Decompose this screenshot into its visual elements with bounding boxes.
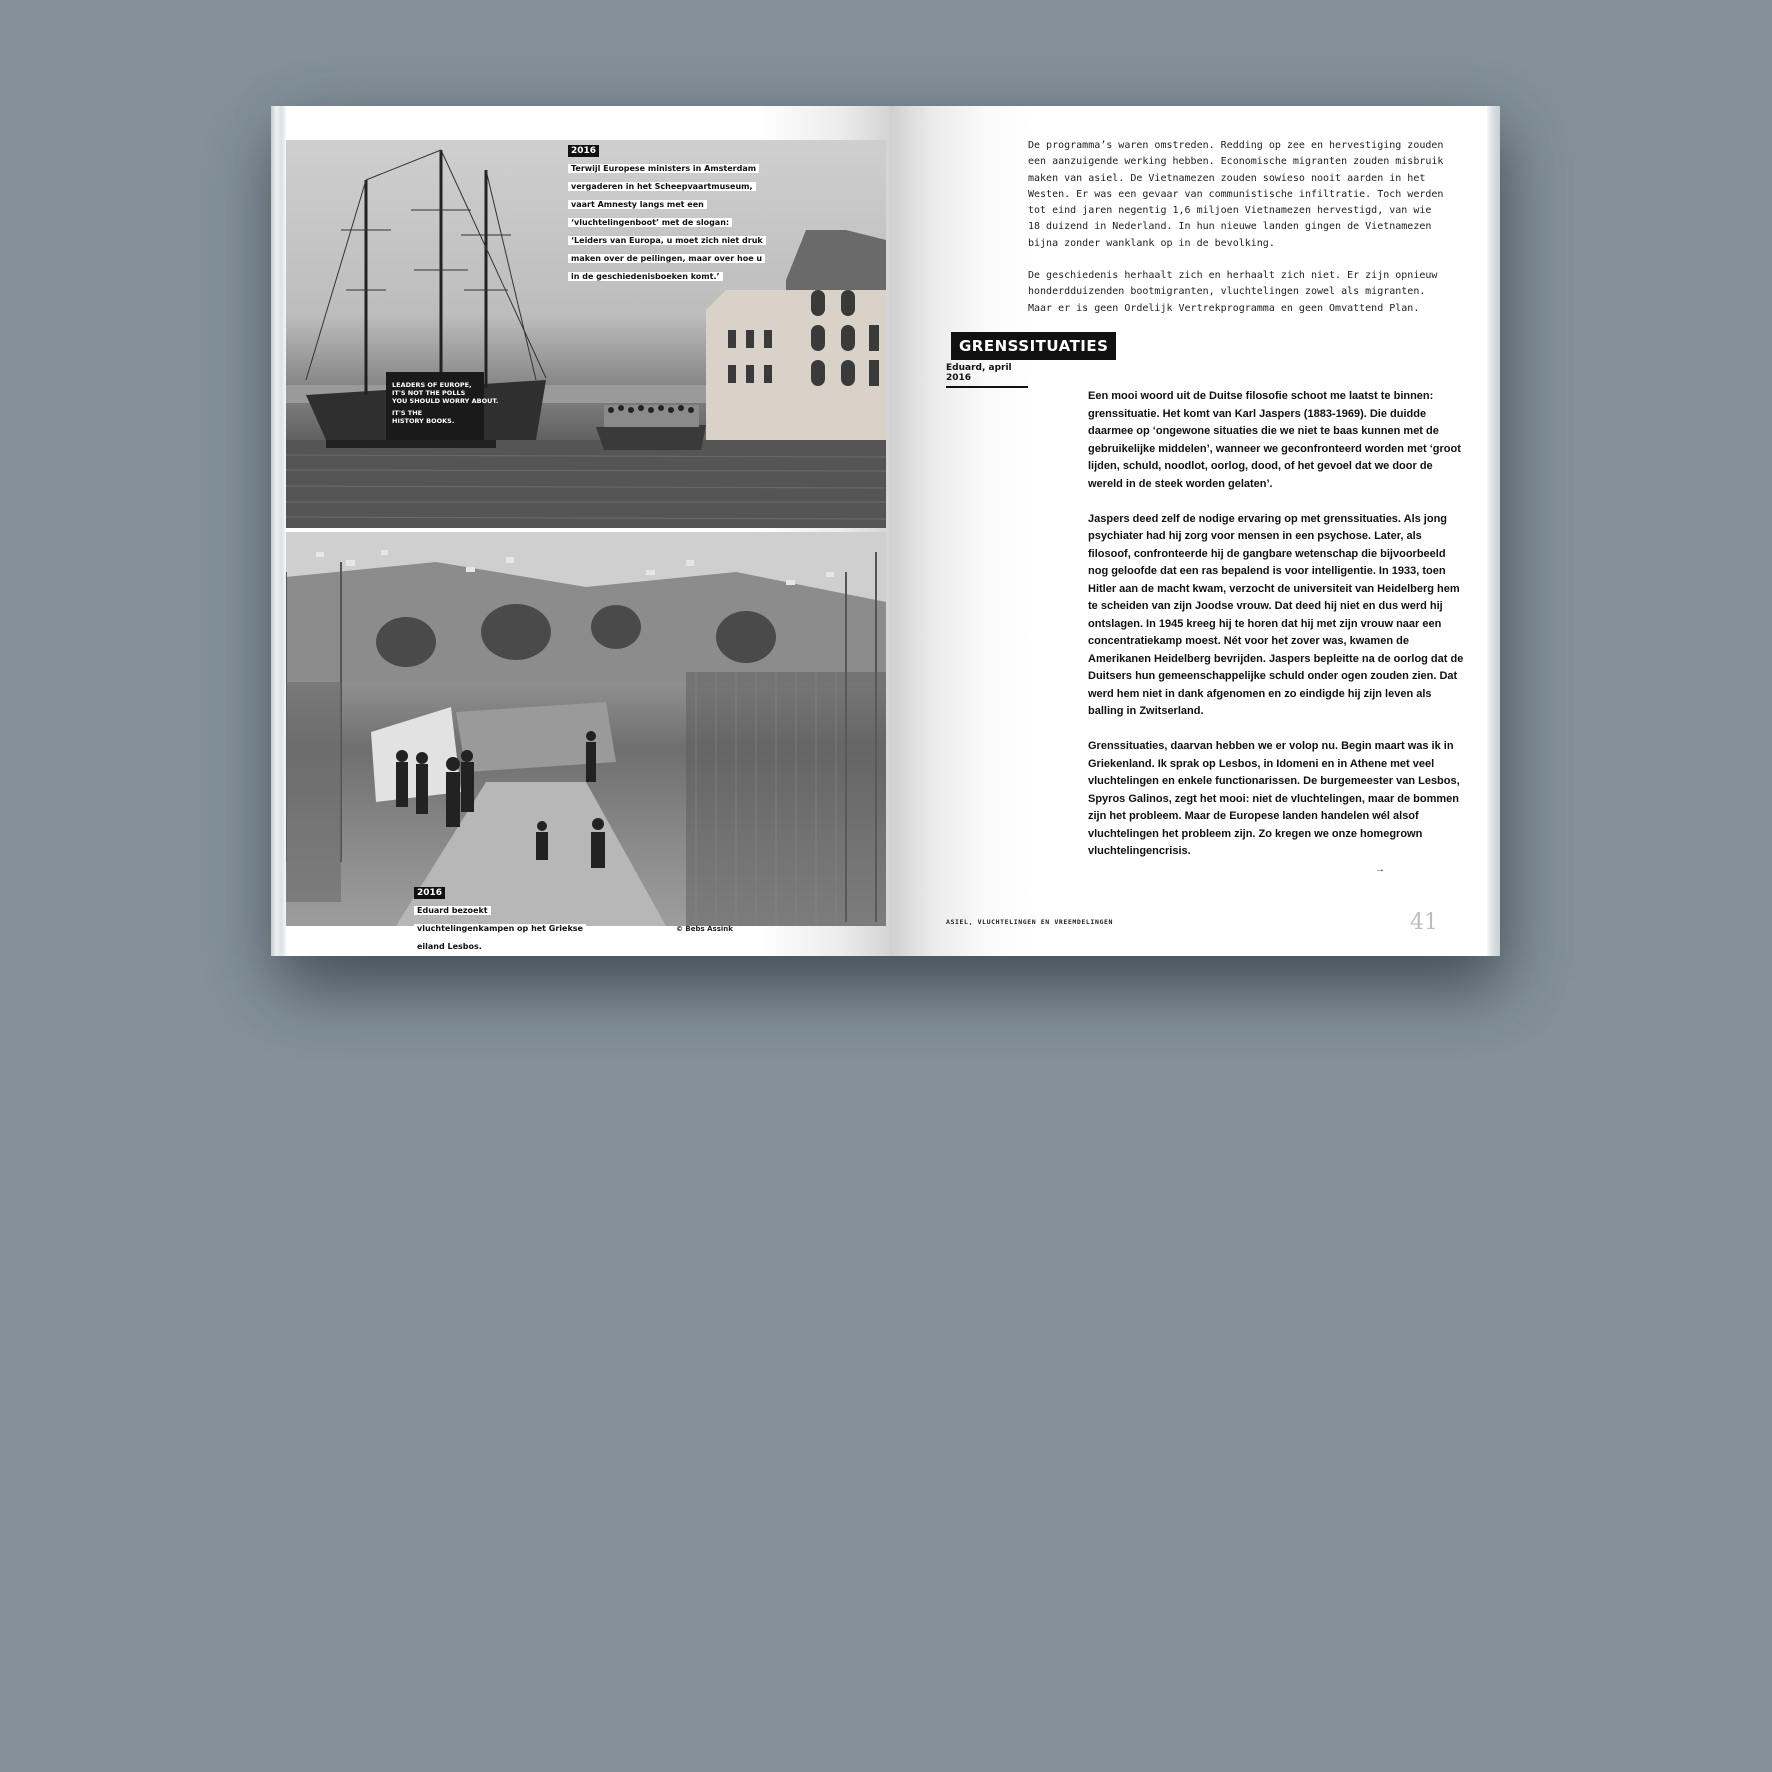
intro-paragraph: De geschiedenis herhaalt zich en herhaalt zich niet. Er zijn opnieuw honderdduizenden bootmigranten, vluchtelingen zowel als migranten. Maar er is geen Ordelijk Vertrekprogramma en geen Omvattend Plan. (1028, 270, 1438, 314)
camp-illustration (286, 532, 886, 926)
banner-line-1: LEADERS OF EUROPE, (392, 381, 472, 389)
body-paragraph: Grenssituaties, daarvan hebben we er volop nu. Begin maart was ik in Griekenland. Ik sprak op Lesbos, in Idomeni en in Athene met veel vluchtelingen en enkele functionarissen. De burgemeester van Lesbos, Spyros Galinos, zegt het mooi: niet de vluchtelingen, maar de bommen zijn het probleem. Maar de Europese landen handelen wél alsof vluchtelingen het probleem zijn. Zo kregen we onze homegrown vluchtelingencrisis. (1088, 740, 1460, 857)
book-spread (271, 106, 1500, 956)
byline: Eduard, april 2016 (946, 363, 1028, 388)
page-edge-right (1487, 106, 1500, 956)
body-paragraph: Jaspers deed zelf de nodige ervaring op met grenssituaties. Als jong psychiater had hij zorg voor mensen in een psychose. Later, als filosoof, confronteerde hij de gangbare wetenschap die bijvoorbeeld nog geloofde dat een ras bepalend is voor intelligentie. In 1933, toen Hitler aan de macht kwam, verzocht de universiteit van Heidelberg hem te scheiden van zijn Joodse vrouw. Dat deed hij niet en dus werd hij ontslagen. In 1945 kreeg hij te horen dat hij met zijn vrouw naar een concentratiekamp moest. Nét voor het zover was, kwamen de Amerikanen Heidelberg bevrijden. Jaspers bepleitte na de oorlog dat de Duitsers hun gemeenschappelijke schuld onder ogen zouden zien. Dat werd hem niet in dank afgenomen en zo eindigde hij zijn leven als balling in Zwitserland. (1088, 512, 1464, 717)
ship-caption-text: Terwijl Europese ministers in Amsterdam vergaderen in het Scheepvaartmuseum, vaart Amnesty langs met een ‘vluchtelingenboot’ met de slogan: ‘Leiders van Europa, u moet zich niet druk maken over de peilingen, maar over hoe u in de geschiedenisboeken komt.’ (568, 164, 766, 281)
banner-line-4: IT'S THE (392, 409, 423, 417)
ship-caption-year: 2016 (568, 145, 599, 157)
ship-photo-caption (568, 140, 768, 284)
section-heading: GRENSSITUATIES (951, 332, 1116, 360)
right-page (890, 106, 1487, 956)
intro-text (1028, 138, 1448, 333)
page-number: 41 (1410, 910, 1438, 935)
camp-caption-year: 2016 (414, 887, 445, 899)
left-page (286, 106, 890, 956)
photo-credit: © Bebs Assink (676, 925, 733, 933)
camp-photo (286, 532, 886, 926)
page-edge-left (271, 106, 286, 956)
banner-line-5: HISTORY BOOKS. (392, 417, 455, 425)
camp-photo-caption (414, 882, 584, 954)
intro-paragraph: De programma’s waren omstreden. Redding op zee en hervestiging zouden een aanzuigende werking hebben. Economische migranten zouden misbruik maken van asiel. De Vietnamezen zouden sowieso nooit aarden in het Westen. Er was een gevaar van communistische infiltratie. Toch werden tot eind jaren negentig 1,6 miljoen Vietnamezen hervestigd, van wie 18 duizend in Nederland. In hun nieuwe landen gingen de Vietnamezen bijna zonder wanklank op in de bevolking. (1028, 140, 1444, 249)
banner-line-3: YOU SHOULD WORRY ABOUT. (392, 397, 499, 405)
continue-arrow-icon: → (1375, 864, 1385, 875)
banner-line-2: IT'S NOT THE POLLS (392, 389, 466, 397)
running-head: ASIEL, VLUCHTELINGEN EN VREEMDELINGEN (946, 918, 1113, 926)
camp-caption-text: Eduard bezoekt vluchtelingenkampen op het Griekse eiland Lesbos. (414, 906, 586, 951)
article-body (1088, 388, 1466, 878)
body-paragraph: Een mooi woord uit de Duitse filosofie schoot me laatst te binnen: grenssituatie. Het komt van Karl Jaspers (1883-1969). Die duidde daarmee op ‘ongewone situaties die we niet te baas kunnen met de gebruikelijke middelen’, wanneer we geconfronteerd worden met ‘groot lijden, schuld, noodlot, oorlog, dood, of het gevoel dat we door de wereld in de steek worden gelaten’. (1088, 390, 1461, 490)
